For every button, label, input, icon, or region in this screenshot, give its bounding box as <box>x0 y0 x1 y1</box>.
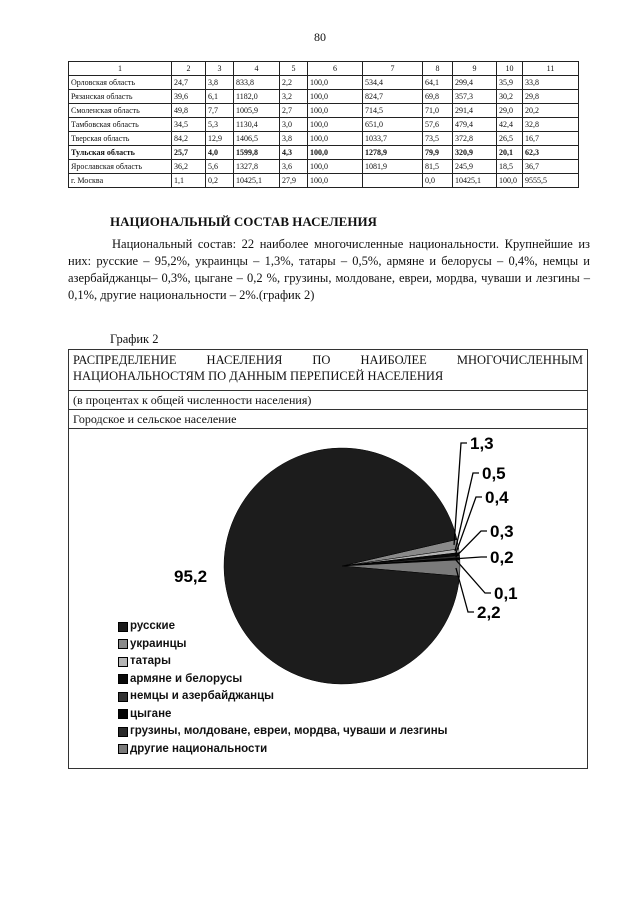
table-cell: 10425,1 <box>234 174 280 188</box>
pie-label-3: 0,4 <box>485 488 509 507</box>
region-name-cell: Смоленская область <box>69 104 172 118</box>
table-cell: 833,8 <box>234 76 280 90</box>
legend-label: украинцы <box>130 637 187 650</box>
table-cell: 36,7 <box>523 160 579 174</box>
table-cell: 3,8 <box>280 132 308 146</box>
graph-label: График 2 <box>110 332 159 346</box>
region-name-cell: Тульская область <box>69 146 172 160</box>
table-cell: 479,4 <box>453 118 497 132</box>
table-cell: 34,5 <box>172 118 206 132</box>
table-header-cell: 2 <box>172 62 206 76</box>
table-cell: 0,2 <box>206 174 234 188</box>
table-cell: 49,8 <box>172 104 206 118</box>
table-cell: 1406,5 <box>234 132 280 146</box>
table-cell: 320,9 <box>453 146 497 160</box>
table-cell: 10425,1 <box>453 174 497 188</box>
region-name-cell: Ярославская область <box>69 160 172 174</box>
legend-swatch <box>118 674 128 684</box>
pie-leader-line-4 <box>456 531 487 557</box>
table-header-cell: 11 <box>523 62 579 76</box>
table-cell: 71,0 <box>423 104 453 118</box>
table-cell: 100,0 <box>308 90 363 104</box>
table-cell: 100,0 <box>308 104 363 118</box>
table-header-cell: 9 <box>453 62 497 76</box>
table-cell: 2,7 <box>280 104 308 118</box>
table-cell: 245,9 <box>453 160 497 174</box>
table-cell: 5,3 <box>206 118 234 132</box>
region-name-cell: г. Москва <box>69 174 172 188</box>
table-cell: 1182,0 <box>234 90 280 104</box>
legend-item <box>118 723 447 741</box>
table-cell: 1130,4 <box>234 118 280 132</box>
pie-label-6: 0,1 <box>494 584 518 603</box>
table-cell: 714,5 <box>363 104 423 118</box>
table-cell: 3,0 <box>280 118 308 132</box>
table-cell: 299,4 <box>453 76 497 90</box>
legend-item <box>118 671 447 689</box>
legend-item <box>118 741 447 759</box>
table-cell: 824,7 <box>363 90 423 104</box>
table-cell: 62,3 <box>523 146 579 160</box>
table-cell: 651,0 <box>363 118 423 132</box>
table-cell: 1005,9 <box>234 104 280 118</box>
table-cell: 5,6 <box>206 160 234 174</box>
table-cell: 1081,9 <box>363 160 423 174</box>
legend-label: цыгане <box>130 707 172 720</box>
table-cell: 534,4 <box>363 76 423 90</box>
legend-swatch <box>118 744 128 754</box>
legend-label: татары <box>130 655 171 667</box>
legend-swatch <box>118 657 128 667</box>
table-cell: 3,6 <box>280 160 308 174</box>
table-cell: 25,7 <box>172 146 206 160</box>
body-paragraph: Национальный состав: 22 наиболее многочисленные национальности. Крупнейшие из них: русские – 95,2%, украинцы – 1,3%, татары – 0,5%, армяне и белорусы – 0,4%, немцы и азербайджанцы– 0,3%, цыгане – 0,2 %, грузины, молдоване, евреи, мордва, чуваши и лезгины – 0,1%, другие национальности – 2%.(график 2) <box>68 237 590 302</box>
chart-title: РАСПРЕДЕЛЕНИЕ НАСЕЛЕНИЯ ПО НАИБОЛЕЕ МНОГОЧИСЛЕННЫМ НАЦИОНАЛЬНОСТЯМ ПО ДАННЫМ ПЕРЕПИСЕЙ НАСЕЛЕНИЯ <box>69 350 587 391</box>
legend-label: русские <box>130 620 175 632</box>
table-header-cell: 3 <box>206 62 234 76</box>
table-cell: 1327,8 <box>234 160 280 174</box>
table-cell: 20,2 <box>523 104 579 118</box>
legend-swatch <box>118 622 128 632</box>
table-cell: 1,1 <box>172 174 206 188</box>
pie-leader-line-3 <box>455 497 482 554</box>
table-cell: 29,0 <box>497 104 523 118</box>
table-cell: 42,4 <box>497 118 523 132</box>
table-cell: 100,0 <box>308 146 363 160</box>
table-cell: 29,8 <box>523 90 579 104</box>
table-cell: 27,9 <box>280 174 308 188</box>
table-cell: 26,5 <box>497 132 523 146</box>
table-cell: 291,4 <box>453 104 497 118</box>
page-number: 80 <box>314 30 326 44</box>
pie-label-2: 0,5 <box>482 464 506 483</box>
pie-label-4: 0,3 <box>490 522 514 541</box>
table-cell: 69,8 <box>423 90 453 104</box>
chart-population-type: Городское и сельское население <box>69 410 587 429</box>
table-cell: 12,9 <box>206 132 234 146</box>
table-cell: 372,8 <box>453 132 497 146</box>
table-header-cell: 1 <box>69 62 172 76</box>
section-title: НАЦИОНАЛЬНЫЙ СОСТАВ НАСЕЛЕНИЯ <box>110 214 377 229</box>
table-cell: 6,1 <box>206 90 234 104</box>
chart-subtitle: (в процентах к общей численности населения) <box>69 391 587 410</box>
table-cell: 9555,5 <box>523 174 579 188</box>
table-cell: 81,5 <box>423 160 453 174</box>
table-header-cell: 7 <box>363 62 423 76</box>
legend-item <box>118 618 447 636</box>
table-cell: 32,8 <box>523 118 579 132</box>
legend-swatch <box>118 639 128 649</box>
table-cell: 36,2 <box>172 160 206 174</box>
table-cell: 7,7 <box>206 104 234 118</box>
table-header-cell: 8 <box>423 62 453 76</box>
table-cell: 39,6 <box>172 90 206 104</box>
legend-swatch <box>118 692 128 702</box>
table-cell: 3,2 <box>280 90 308 104</box>
legend-item <box>118 636 447 654</box>
table-cell: 1278,9 <box>363 146 423 160</box>
table-cell: 73,5 <box>423 132 453 146</box>
table-cell: 1033,7 <box>363 132 423 146</box>
table-cell: 1599,8 <box>234 146 280 160</box>
table-cell: 100,0 <box>308 118 363 132</box>
legend-label: армяне и белорусы <box>130 672 243 685</box>
table-cell: 64,1 <box>423 76 453 90</box>
pie-label-0: 95,2 <box>174 567 208 586</box>
pie-label-1: 1,3 <box>470 434 494 453</box>
table-cell: 3,8 <box>206 76 234 90</box>
table-cell: 2,2 <box>280 76 308 90</box>
table-cell: 24,7 <box>172 76 206 90</box>
table-cell: 4,0 <box>206 146 234 160</box>
table-cell: 100,0 <box>308 132 363 146</box>
table-cell: 100,0 <box>308 174 363 188</box>
legend-label: другие национальности <box>130 742 268 755</box>
legend-swatch <box>118 709 128 719</box>
pie-label-5: 0,2 <box>490 548 514 567</box>
table-cell: 84,2 <box>172 132 206 146</box>
table-cell: 100,0 <box>308 76 363 90</box>
legend-label: грузины, молдоване, евреи, мордва, чуваши и лезгины <box>130 725 448 737</box>
table-cell: 16,7 <box>523 132 579 146</box>
table-cell: 57,6 <box>423 118 453 132</box>
legend-item <box>118 706 447 724</box>
chart-legend <box>118 618 447 758</box>
legend-label: немцы и азербайджанцы <box>130 690 274 702</box>
table-cell: 35,9 <box>497 76 523 90</box>
table-cell: 20,1 <box>497 146 523 160</box>
table-cell: 100,0 <box>497 174 523 188</box>
table-cell: 4,3 <box>280 146 308 160</box>
legend-swatch <box>118 727 128 737</box>
table-header-cell: 4 <box>234 62 280 76</box>
pie-leader-line-5 <box>456 557 487 559</box>
region-name-cell: Тверская область <box>69 132 172 146</box>
table-cell: 100,0 <box>308 160 363 174</box>
legend-item <box>118 653 447 671</box>
table-cell: 33,8 <box>523 76 579 90</box>
region-name-cell: Орловская область <box>69 76 172 90</box>
legend-item <box>118 688 447 706</box>
region-name-cell: Тамбовская область <box>69 118 172 132</box>
table-cell: 0,0 <box>423 174 453 188</box>
table-header-cell: 5 <box>280 62 308 76</box>
table-cell: 79,9 <box>423 146 453 160</box>
table-header-cell: 10 <box>497 62 523 76</box>
pie-label-7: 2,2 <box>477 603 501 622</box>
table-cell: 30,2 <box>497 90 523 104</box>
table-cell: 357,3 <box>453 90 497 104</box>
region-name-cell: Рязанская область <box>69 90 172 104</box>
table-cell: 18,5 <box>497 160 523 174</box>
table-header-cell: 6 <box>308 62 363 76</box>
